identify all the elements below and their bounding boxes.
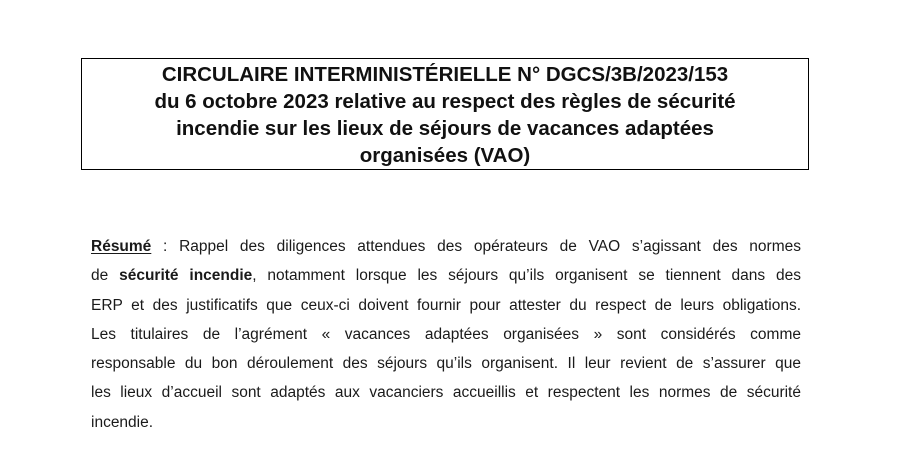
summary-paragraph <box>91 232 801 437</box>
summary-line-1 <box>91 232 801 261</box>
summary-line-1-text: : Rappel des diligences attendues des opérateurs de VAO s’agissant des normes <box>151 238 801 255</box>
title-line-3: incendie sur les lieux de séjours de vacances adaptées <box>176 116 714 140</box>
title-line-2: du 6 octobre 2023 relative au respect des règles de sécurité <box>154 89 736 113</box>
summary-label: Résumé <box>91 238 152 255</box>
summary-keyword-securite-incendie: sécurité incendie <box>119 267 253 285</box>
title-line-1: CIRCULAIRE INTERMINISTÉRIELLE N° DGCS/3B/2023/153 <box>161 62 729 86</box>
summary-line-5: responsable du bon déroulement des séjours qu’ils organisent. Il leur revient de s’assurer que <box>91 355 801 373</box>
summary-line-2 <box>91 261 801 290</box>
document-title-box <box>81 58 809 170</box>
summary-line-7: incendie. <box>91 413 154 431</box>
title-line-4: organisées (VAO) <box>359 143 531 167</box>
summary-line-2-post: , notamment lorsque les séjours qu’ils organisent se tiennent dans des <box>252 267 801 285</box>
summary-line-4: Les titulaires de l’agrément « vacances adaptées organisées » sont considérés comme <box>91 325 801 343</box>
summary-line-2-pre: de <box>91 267 120 285</box>
summary-line-3: ERP et des justificatifs que ceux-ci doivent fournir pour attester du respect de leurs obligations. <box>91 296 801 314</box>
summary-line-6: les lieux d’accueil sont adaptés aux vacanciers accueillis et respectent les normes de sécurité <box>91 384 801 402</box>
